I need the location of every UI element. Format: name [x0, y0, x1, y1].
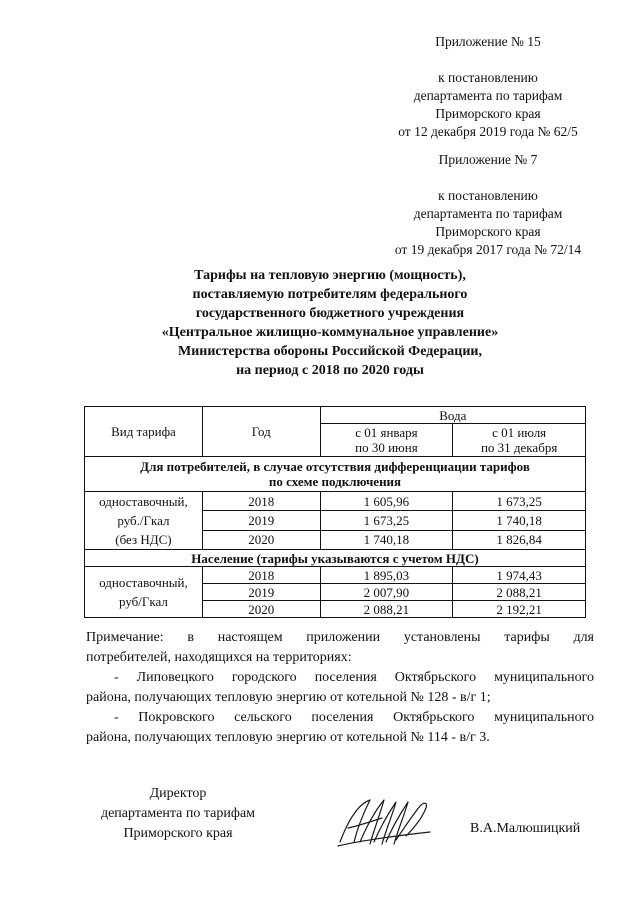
- section-1-header-row: [85, 457, 586, 492]
- value-cell: 2 088,21: [453, 584, 586, 601]
- appendix-15-line3: Приморского края: [435, 106, 541, 121]
- title-line: государственного бюджетного учреждения: [195, 306, 465, 321]
- value-cell: 1 673,25: [320, 511, 453, 530]
- appendix-15-line2: департамента по тарифам: [413, 88, 563, 103]
- section-1-type-line3: (без НДС): [115, 532, 172, 547]
- year-cell: 2018: [202, 567, 320, 584]
- value-cell: 1 605,96: [320, 492, 453, 511]
- table-header-row: [85, 407, 586, 424]
- section-2-header-row: [85, 550, 586, 567]
- value-cell: 1 826,84: [453, 530, 586, 549]
- section-1-line1: Для потребителей, в случае отсутствия дифференциации тарифов: [140, 459, 530, 474]
- value-cell: 1 673,25: [453, 492, 586, 511]
- value-cell: 2 192,21: [453, 601, 586, 618]
- note-paragraph: [86, 628, 594, 748]
- signatory-role-line1: Директор: [149, 786, 207, 801]
- year-cell: 2020: [202, 530, 320, 549]
- document-title: [60, 266, 600, 380]
- year-cell: 2020: [202, 601, 320, 618]
- tariffs-table: [84, 406, 586, 618]
- note-line: - Липовецкого городского поселения Октябрьского муниципального: [114, 670, 594, 685]
- section-1-tariff-type: [85, 492, 203, 550]
- note-line: района, получающих тепловую энергию от котельной № 128 - в/г 1;: [86, 690, 491, 705]
- title-line: на период с 2018 по 2020 годы: [236, 363, 424, 378]
- section-1-type-line2: руб./Гкал: [117, 513, 170, 528]
- header-water: Вода: [320, 407, 585, 424]
- title-line: «Центральное жилищно-коммунальное управление»: [161, 325, 499, 340]
- section-2-type-line1: одноставочный,: [99, 575, 188, 590]
- section-1-heading: [85, 457, 586, 492]
- header-tariff-type: Вид тарифа: [85, 407, 203, 457]
- value-cell: 1 740,18: [320, 530, 453, 549]
- signatory-title: [78, 784, 278, 844]
- signatory-role-line3: Приморского края: [123, 826, 233, 841]
- section-2-tariff-type: [85, 567, 203, 618]
- year-cell: 2019: [202, 584, 320, 601]
- header-year: Год: [202, 407, 320, 457]
- table-row: [85, 567, 586, 584]
- value-cell: 1 740,18: [453, 511, 586, 530]
- header-period-1: [320, 424, 453, 457]
- note-line: - Покровского сельского поселения Октябрьского муниципального: [114, 710, 594, 725]
- note-line: потребителей, находящихся на территориях:: [86, 650, 352, 665]
- appendix-15-line4: от 12 декабря 2019 года № 62/5: [398, 124, 578, 139]
- period-2-to: по 31 декабря: [480, 440, 558, 455]
- header-period-2: [453, 424, 586, 457]
- title-line: поставляемую потребителям федерального: [192, 287, 468, 302]
- appendix-7-line2: департамента по тарифам: [413, 206, 563, 221]
- value-cell: 2 088,21: [320, 601, 453, 618]
- period-1-from: с 01 января: [355, 425, 418, 440]
- signatory-name: В.А.Малюшицкий: [470, 821, 581, 836]
- handwritten-signature: [334, 792, 434, 850]
- title-line: Министерства обороны Российской Федерации,: [177, 344, 482, 359]
- appendix-7-line4: от 19 декабря 2017 года № 72/14: [394, 242, 582, 257]
- section-1-line2: по схеме подключения: [268, 474, 402, 489]
- title-line: Тарифы на тепловую энергию (мощность),: [194, 268, 466, 283]
- note-line: района, получающих тепловую энергию от котельной № 114 - в/г 3.: [86, 730, 490, 745]
- value-cell: 2 007,90: [320, 584, 453, 601]
- table-row: [85, 492, 586, 511]
- signatory-role-line2: департамента по тарифам: [100, 806, 256, 821]
- appendix-7-title: Приложение № 7: [438, 152, 538, 167]
- section-1-type-line1: одноставочный,: [99, 494, 188, 509]
- appendix-7-line3: Приморского края: [435, 224, 541, 239]
- appendix-15-block: [340, 33, 636, 141]
- appendix-7-block: [340, 151, 636, 259]
- value-cell: 1 895,03: [320, 567, 453, 584]
- note-line: Примечание: в настоящем приложении установлены тарифы для: [86, 630, 594, 645]
- year-cell: 2019: [202, 511, 320, 530]
- appendix-15-title: Приложение № 15: [435, 34, 541, 49]
- section-2-type-line2: руб/Гкал: [119, 594, 168, 609]
- appendix-15-line1: к постановлению: [438, 70, 538, 85]
- value-cell: 1 974,43: [453, 567, 586, 584]
- appendix-7-line1: к постановлению: [438, 188, 538, 203]
- section-2-heading: Население (тарифы указываются с учетом НДС): [85, 550, 586, 567]
- period-2-from: с 01 июля: [492, 425, 547, 440]
- year-cell: 2018: [202, 492, 320, 511]
- period-1-to: по 30 июня: [355, 440, 418, 455]
